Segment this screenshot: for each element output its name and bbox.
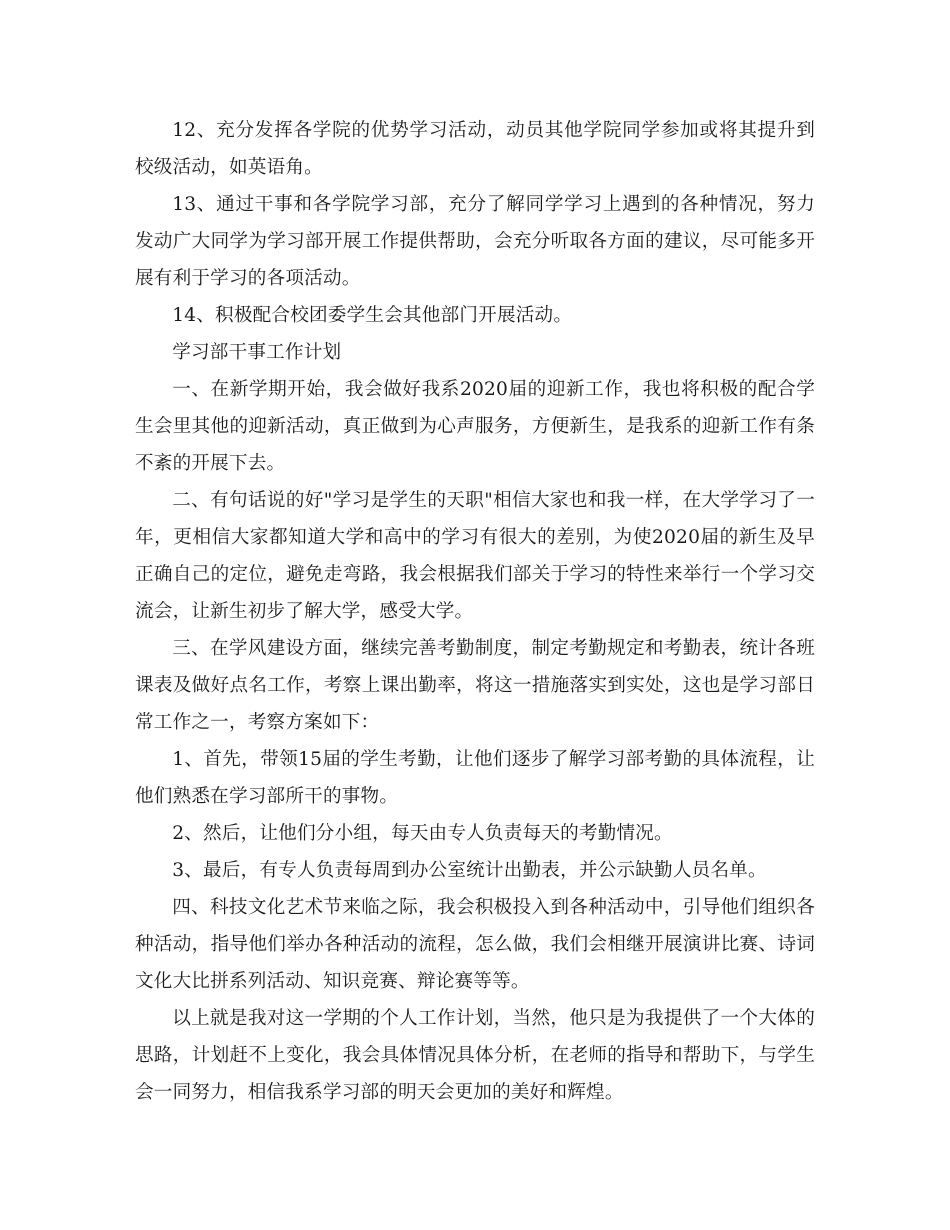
paragraph-point-3: 三、在学风建设方面，继续完善考勤制度，制定考勤规定和考勤表，统计各班课表及做好点名工作，考察上课出勤率，将这一措施落实到实处，这也是学习部日常工作之一，考察方案如下： [135, 638, 815, 733]
paragraph-point-2: 二、有句话说的好"学习是学生的天职"相信大家也和我一样，在大学学习了一年，更相信大家都知道大学和高中的学习有很大的差别，为使2020届的新生及早正确自己的定位，避免走弯路，我会根据我们部关于学习的特性来举行一个学习交流会，让新生初步了解大学，感受大学。 [135, 490, 815, 622]
paragraph-point-1: 一、在新学期开始，我会做好我系2020届的迎新工作，我也将积极的配合学生会里其他的迎新活动，真正做到为心声服务，方便新生，是我系的迎新工作有条不紊的开展下去。 [135, 379, 815, 474]
paragraph-item-13: 13、通过干事和各学院学习部，充分了解同学学习上遇到的各种情况，努力发动广大同学为学习部开展工作提供帮助，会充分听取各方面的建议，尽可能多开展有利于学习的各项活动。 [135, 194, 815, 289]
paragraph-item-14: 14、积极配合校团委学生会其他部门开展活动。 [172, 305, 573, 326]
paragraph-point-4: 四、科技文化艺术节来临之际，我会积极投入到各种活动中，引导他们组织各种活动，指导他们举办各种活动的流程，怎么做，我们会相继开展演讲比赛、诗词文化大比拼系列活动、知识竞赛、辩论赛等等。 [135, 897, 815, 992]
paragraph-step-1: 1、首先，带领15届的学生考勤，让他们逐步了解学习部考勤的具体流程，让他们熟悉在学习部所干的事物。 [135, 749, 815, 807]
paragraph-item-12: 12、充分发挥各学院的优势学习活动，动员其他学院同学参加或将其提升到校级活动，如英语角。 [135, 120, 815, 178]
paragraph-conclusion: 以上就是我对这一学期的个人工作计划，当然，他只是为我提供了一个大体的思路，计划赶不上变化，我会具体情况具体分析，在老师的指导和帮助下，与学生会一同努力，相信我系学习部的明天会更加的美好和辉煌。 [135, 1008, 815, 1103]
document-body [135, 112, 815, 1111]
paragraph-step-2: 2、然后，让他们分小组，每天由专人负责每天的考勤情况。 [172, 823, 673, 844]
paragraph-step-3: 3、最后，有专人负责每周到办公室统计出勤表，并公示缺勤人员名单。 [172, 860, 767, 881]
section-heading: 学习部干事工作计划 [172, 342, 342, 363]
